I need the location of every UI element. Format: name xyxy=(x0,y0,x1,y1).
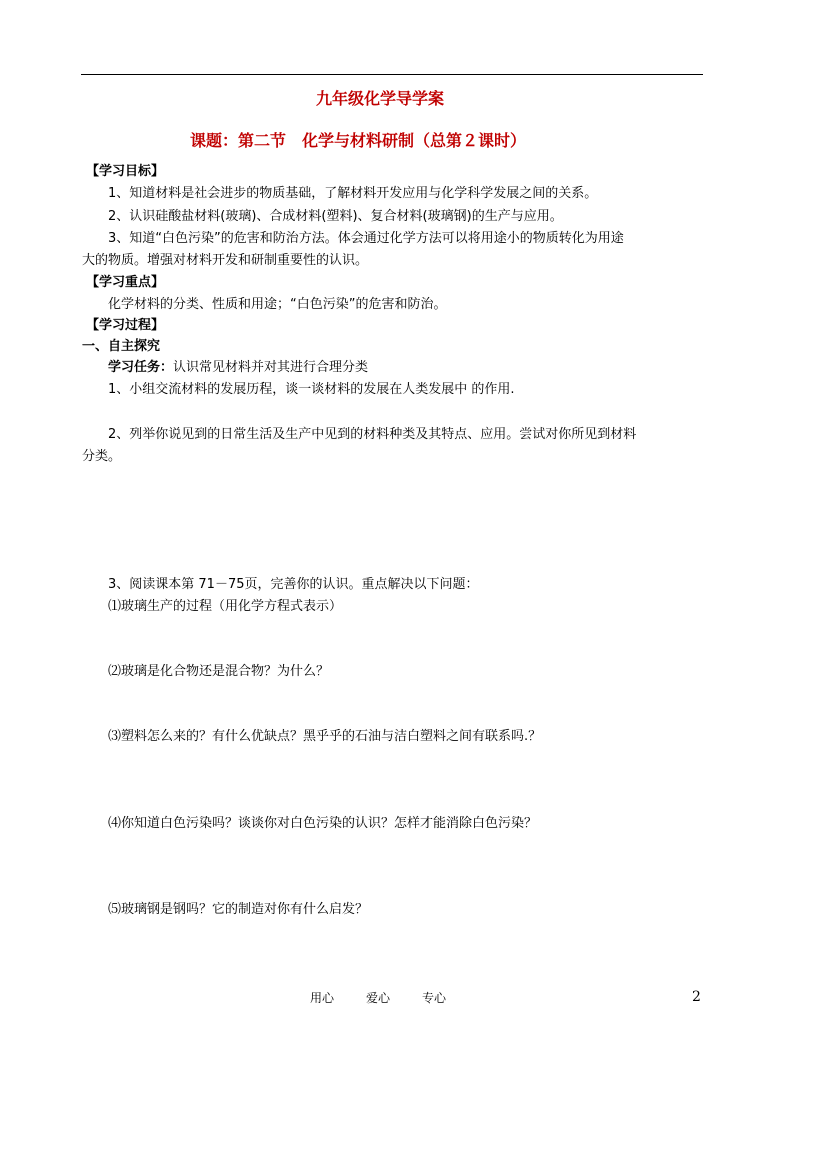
header-rule xyxy=(81,74,703,75)
sub-question-4: ⑷你知道白色污染吗？谈谈你对白色污染的认识？怎样才能消除白色污染？ xyxy=(108,816,538,831)
question-2-line-1: 2、列举你说见到的日常生活及生产中见到的材料种类及其特点、应用。尝试对你所见到材料 xyxy=(108,427,637,442)
key-points-heading: 【学习重点】 xyxy=(86,275,165,290)
section-self-explore: 一、自主探究 xyxy=(82,339,161,354)
footer-motto-3: 专心 xyxy=(422,991,447,1005)
footer-motto-2: 爱心 xyxy=(366,991,391,1005)
sub-question-3: ⑶塑料怎么来的？有什么优缺点？黑乎乎的石油与洁白塑料之间有联系吗.？ xyxy=(108,729,542,744)
task-text: 认识常见材料并对其进行合理分类 xyxy=(173,360,369,375)
task-label: 学习任务： xyxy=(108,360,174,375)
sub-question-1: ⑴玻璃生产的过程（用化学方程式表示） xyxy=(108,599,343,614)
question-1: 1、小组交流材料的发展历程，谈一谈材料的发展在人类发展中 的作用. xyxy=(108,382,515,397)
question-3: 3、阅读课本第 71－75页，完善你的认识。重点解决以下问题： xyxy=(108,577,479,592)
page-number: 2 xyxy=(692,989,701,1005)
key-points-text: 化学材料的分类、性质和用途；“白色污染”的危害和防治。 xyxy=(108,297,447,312)
footer-motto-1: 用心 xyxy=(310,991,335,1005)
objectives-heading: 【学习目标】 xyxy=(86,164,165,179)
sub-question-5: ⑸玻璃钢是钢吗？它的制造对你有什么启发？ xyxy=(108,902,369,917)
question-2-line-2: 分类。 xyxy=(82,449,122,464)
document-title: 九年级化学导学案 xyxy=(316,89,445,108)
sub-question-2: ⑵玻璃是化合物还是混合物？为什么？ xyxy=(108,664,330,679)
lesson-subtitle: 课题：第二节 化学与材料研制（总第２课时） xyxy=(190,131,527,150)
process-heading: 【学习过程】 xyxy=(86,318,165,333)
objective-item-2: 2、认识硅酸盐材料(玻璃)、合成材料(塑料)、复合材料(玻璃钢)的生产与应用。 xyxy=(108,209,563,224)
objective-item-3-cont: 大的物质。增强对材料开发和研制重要性的认识。 xyxy=(82,253,369,268)
objective-item-1: 1、知道材料是社会进步的物质基础，了解材料开发应用与化学科学发展之间的关系。 xyxy=(108,186,598,201)
learning-task xyxy=(108,359,368,377)
objective-item-3: 3、知道“白色污染”的危害和防治方法。体会通过化学方法可以将用途小的物质转化为用途 xyxy=(108,231,624,246)
